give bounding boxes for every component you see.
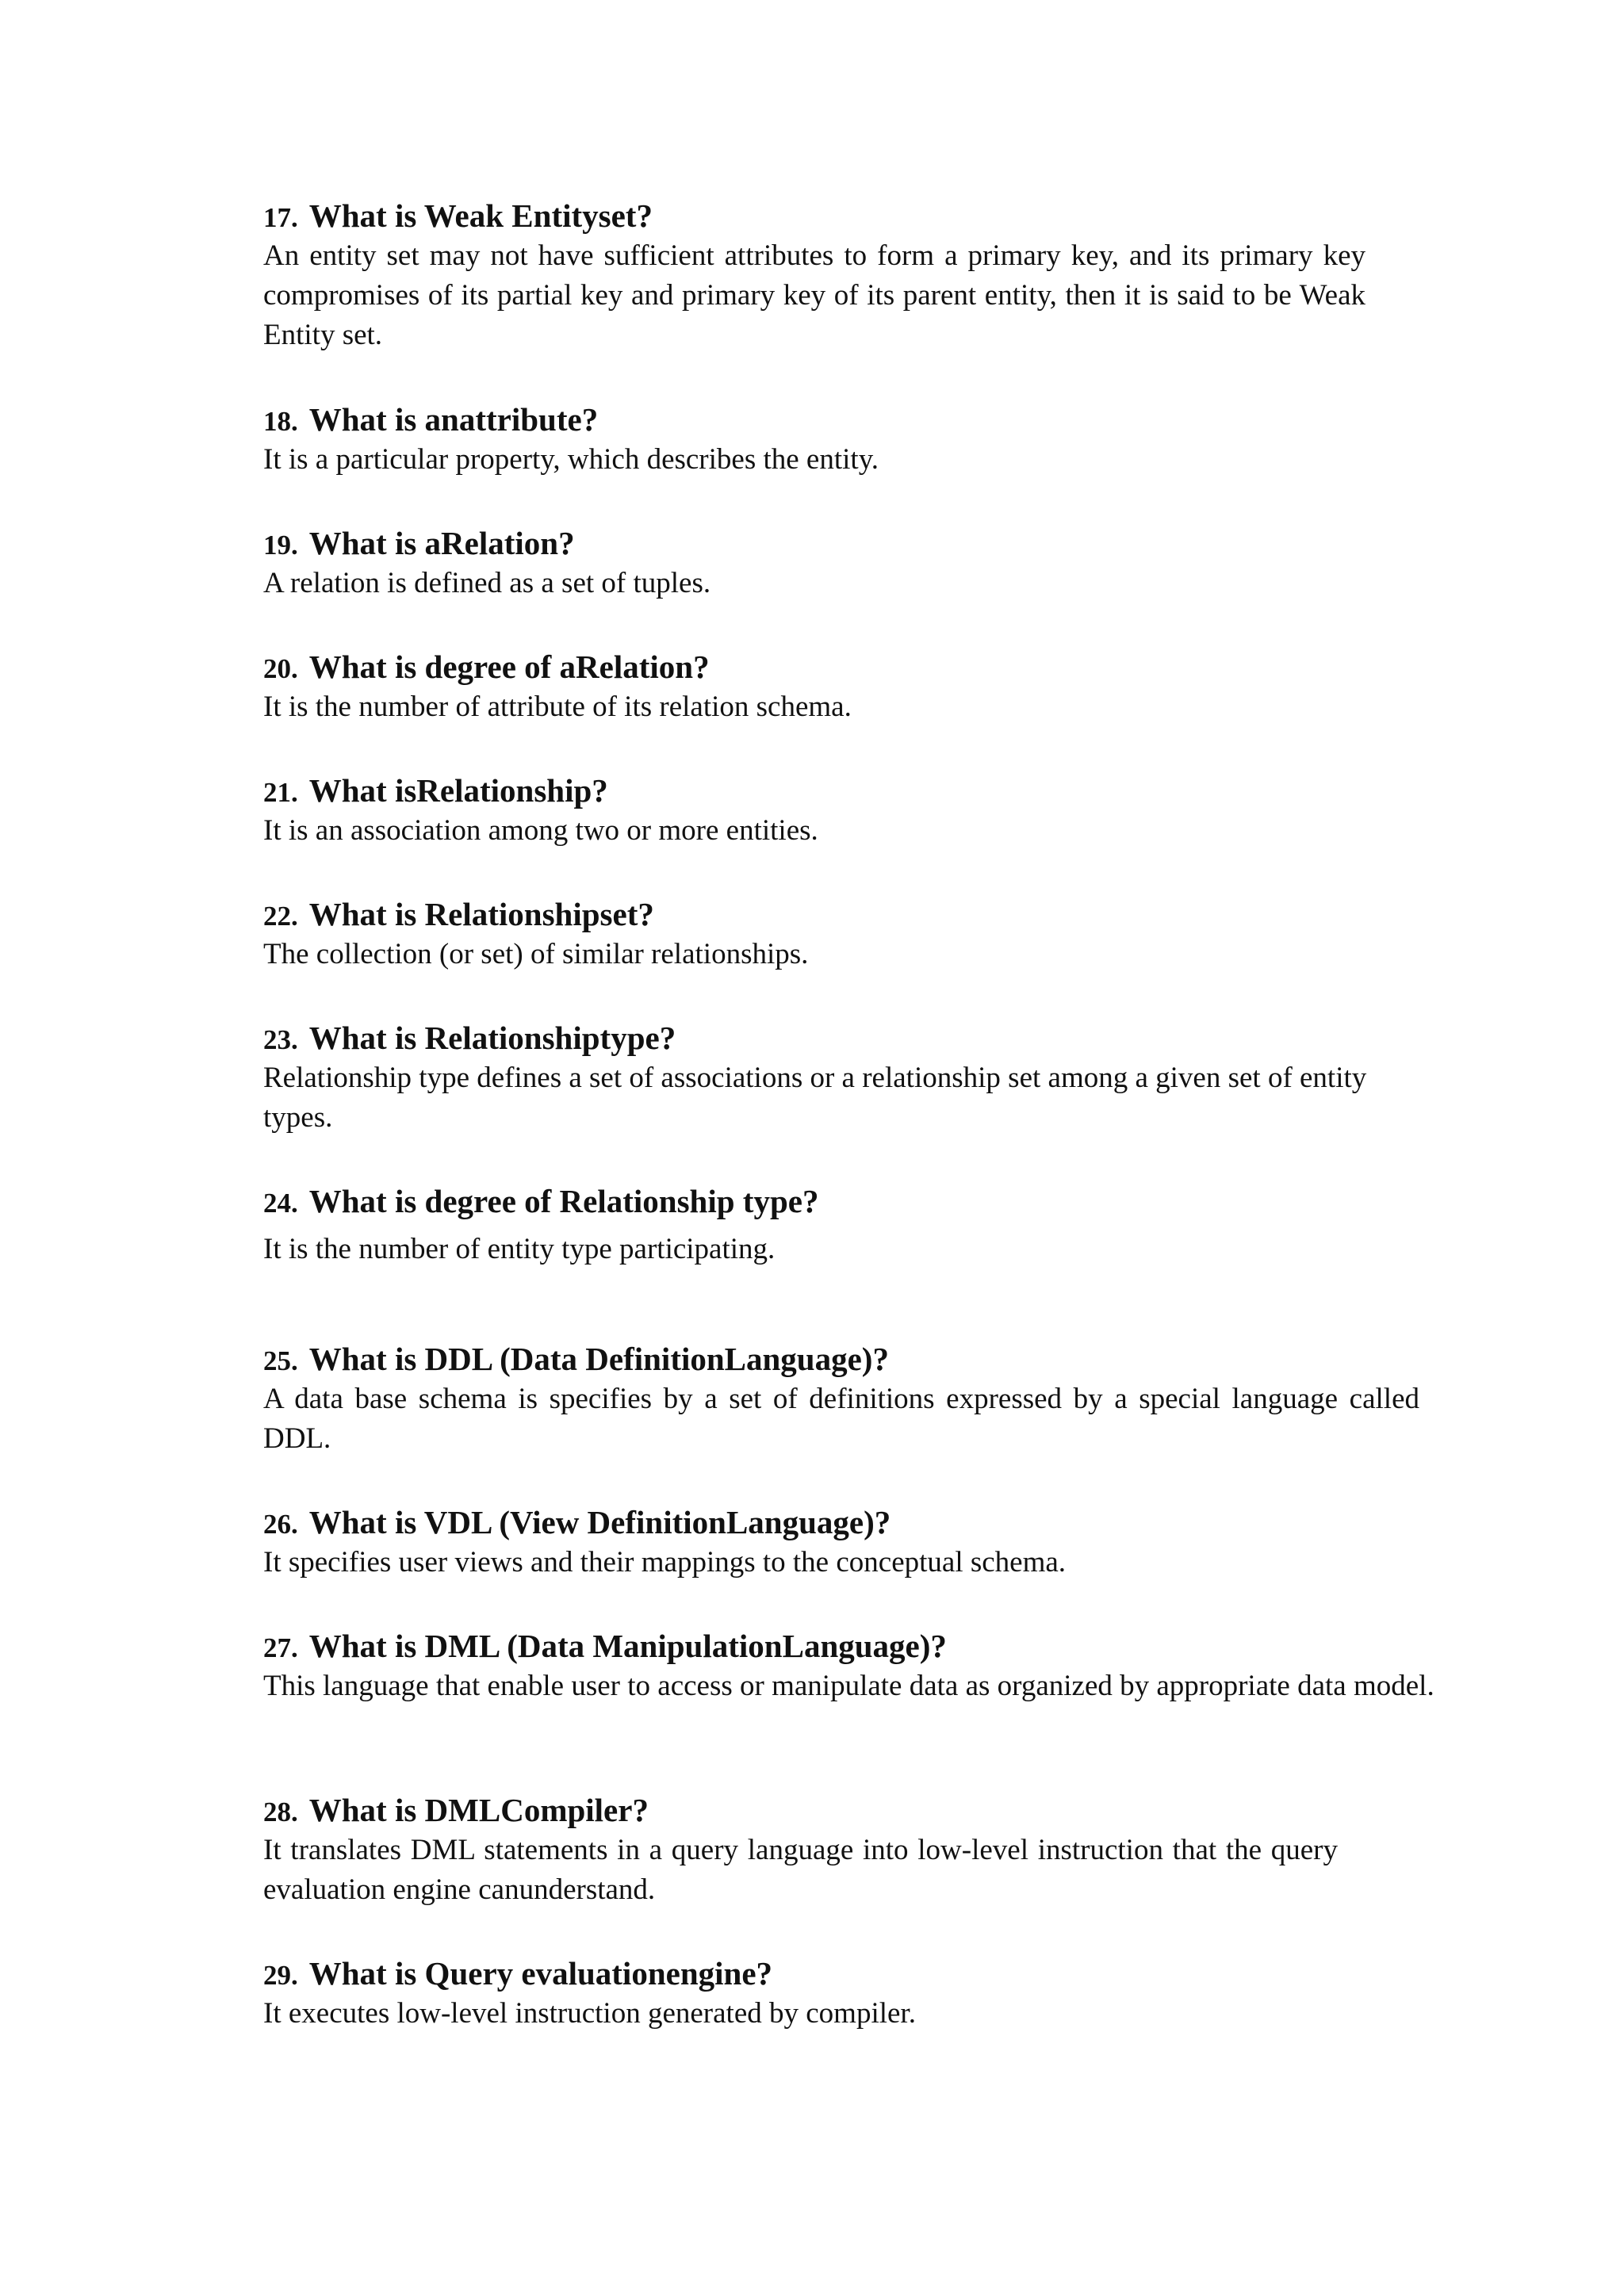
question-heading <box>263 1953 1437 1994</box>
question-text: What is aRelation? <box>308 525 575 561</box>
qa-item-17 <box>263 195 1437 355</box>
qa-item-25 <box>263 1338 1437 1459</box>
question-text: What is Weak Entityset? <box>308 197 653 234</box>
question-heading <box>263 646 1437 687</box>
question-number: 23. <box>263 1024 298 1055</box>
question-heading <box>263 1789 1437 1831</box>
question-text: What isRelationship? <box>308 772 608 809</box>
qa-item-19 <box>263 522 1437 603</box>
question-number: 24. <box>263 1188 298 1219</box>
question-heading <box>263 1502 1437 1543</box>
question-number: 26. <box>263 1509 298 1540</box>
question-number: 17. <box>263 202 298 233</box>
qa-item-26 <box>263 1502 1437 1582</box>
question-text: What is Relationshiptype? <box>308 1020 676 1056</box>
answer-text: A relation is defined as a set of tuples. <box>263 567 711 599</box>
answer-text: Relationship type defines a set of associations or a relationship set among a given set of entity types. <box>263 1062 1367 1134</box>
qa-item-29 <box>263 1953 1437 2034</box>
question-text: What is degree of aRelation? <box>308 649 710 685</box>
question-text: What is DML (Data ManipulationLanguage)? <box>308 1628 947 1664</box>
question-number: 22. <box>263 901 298 932</box>
answer-text: It executes low-level instruction generated by compiler. <box>263 1997 916 2030</box>
qa-item-18 <box>263 399 1437 480</box>
question-number: 20. <box>263 653 298 684</box>
qa-item-28 <box>263 1789 1437 1910</box>
question-heading <box>263 1625 1437 1667</box>
question-heading <box>263 1181 1437 1222</box>
question-text: What is DDL (Data DefinitionLanguage)? <box>308 1341 889 1377</box>
answer-text: It translates DML statements in a query language into low-level instruction that the query evaluation engine canunderstand. <box>263 1834 1338 1906</box>
answer-text: It specifies user views and their mappings to the conceptual schema. <box>263 1546 1067 1578</box>
question-number: 18. <box>263 406 298 437</box>
qa-item-23 <box>263 1017 1437 1138</box>
question-heading <box>263 770 1437 811</box>
question-number: 27. <box>263 1632 298 1663</box>
answer-text: It is a particular property, which describes the entity. <box>263 443 879 476</box>
answer-text: It is the number of attribute of its relation schema. <box>263 691 852 723</box>
question-text: What is degree of Relationship type? <box>308 1183 819 1219</box>
question-number: 25. <box>263 1345 298 1376</box>
question-text: What is Relationshipset? <box>308 896 654 932</box>
question-heading <box>263 1338 1437 1380</box>
question-heading <box>263 522 1437 564</box>
answer-text: An entity set may not have sufficient attributes to form a primary key, and its primary key compromises of its partial key and primary key of its parent entity, then it is said to be Weak Entity set. <box>263 239 1365 351</box>
question-heading <box>263 195 1437 236</box>
answer-text: This language that enable user to access or manipulate data as organized by appropriate data model. <box>263 1670 1434 1702</box>
qa-item-20 <box>263 646 1437 727</box>
question-number: 19. <box>263 530 298 561</box>
answer-text: The collection (or set) of similar relationships. <box>263 938 809 970</box>
qa-item-24 <box>263 1181 1437 1269</box>
question-number: 21. <box>263 777 298 808</box>
question-text: What is DMLCompiler? <box>308 1792 649 1828</box>
qa-item-21 <box>263 770 1437 851</box>
question-text: What is Query evaluationengine? <box>308 1955 773 1992</box>
question-heading <box>263 399 1437 440</box>
question-heading <box>263 1017 1437 1058</box>
question-number: 29. <box>263 1960 298 1991</box>
answer-text: It is an association among two or more entities. <box>263 814 818 847</box>
question-heading <box>263 894 1437 935</box>
answer-text: A data base schema is specifies by a set of definitions expressed by a special language called DDL. <box>263 1383 1419 1455</box>
answer-text: It is the number of entity type participating. <box>263 1233 776 1265</box>
question-text: What is anattribute? <box>308 401 599 438</box>
question-text: What is VDL (View DefinitionLanguage)? <box>308 1504 891 1540</box>
qa-item-22 <box>263 894 1437 974</box>
qa-item-27 <box>263 1625 1437 1706</box>
question-number: 28. <box>263 1797 298 1827</box>
